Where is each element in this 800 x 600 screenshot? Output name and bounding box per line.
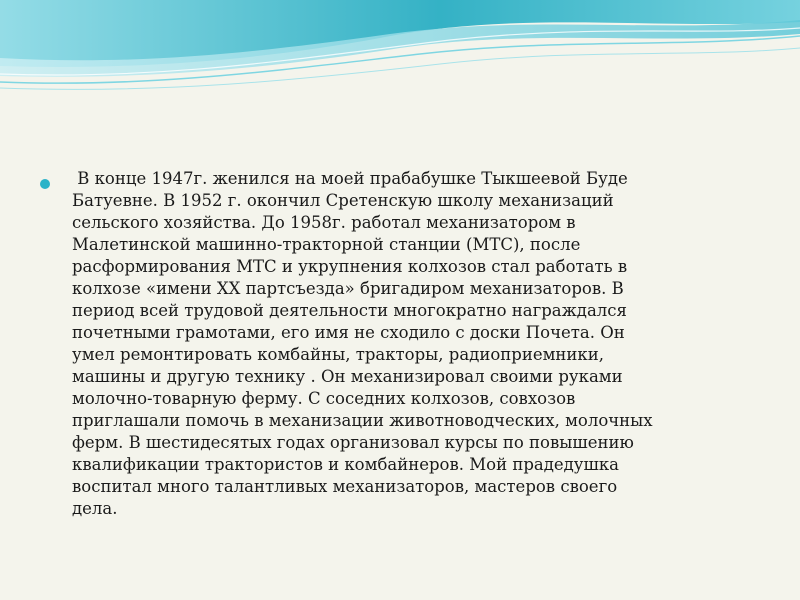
bullet-text: В конце 1947г. женился на моей прабабушке Тыкшеевой Буде Батуевне. В 1952 г. окончил Сретенскую школу механизаций сельского хозяйства. До 1958г. работал механизатором в Малетинской машинно-тракторной станции (МТС), после расформирования МТС и укрупнения колхозов стал работать в колхозе «имени XX партсъезда» бригадиром механизаторов. В период всей трудовой деятельности многократно награждался почетными грамотами, его имя не сходило с доски Почета. Он умел ремонтировать комбайны, тракторы, радиоприемники, машины и другую технику . Он механизировал своими руками молочно-товарную ферму. С соседних колхозов, совхозов приглашали помочь в механизации животноводческих, молочных ферм. В шестидесятых годах организовал курсы по повышению квалификации трактористов и комбайнеров. Мой прадедушка воспитал много талантливых механизаторов, мастеров своего дела. — [72, 169, 653, 518]
bullet-icon — [40, 179, 50, 189]
content-area — [40, 168, 740, 520]
bullet-item — [40, 168, 740, 520]
wave-header-decoration — [0, 0, 800, 110]
